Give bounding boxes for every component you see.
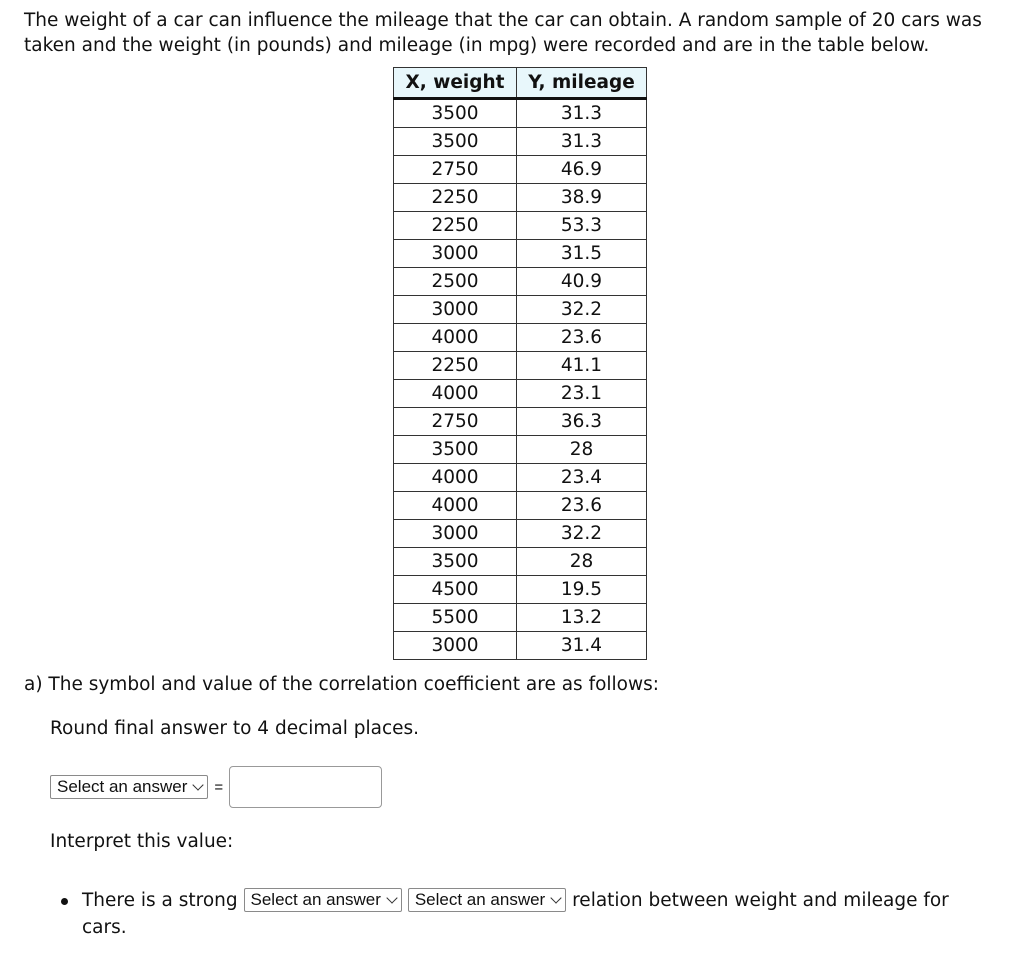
chevron-down-icon [193, 779, 204, 790]
table-row [394, 212, 647, 240]
correlation-symbol-select-label: Select an answer [57, 777, 188, 796]
weight-cell: 4000 [394, 324, 517, 352]
relation-type-select-label: Select an answer [414, 890, 546, 909]
table-row [394, 240, 647, 268]
data-table [393, 67, 647, 660]
correlation-value-input[interactable] [229, 766, 382, 808]
mileage-cell: 19.5 [517, 576, 647, 604]
weight-cell: 3500 [394, 99, 517, 128]
correlation-answer-row [50, 765, 382, 809]
mileage-cell: 40.9 [517, 268, 647, 296]
mileage-cell: 41.1 [517, 352, 647, 380]
weight-cell: 4000 [394, 464, 517, 492]
table-body [394, 99, 647, 660]
interpretation-bullet [82, 887, 982, 941]
table-row [394, 492, 647, 520]
mileage-cell: 13.2 [517, 604, 647, 632]
problem-statement: The weight of a car can influence the mileage that the car can obtain. A random sample of 20 cars was taken and the weight (in pounds) and mileage (in mpg) were recorded and are in the table below. [24, 10, 982, 56]
relation-type-select[interactable] [408, 888, 566, 912]
mileage-cell: 28 [517, 436, 647, 464]
mileage-cell: 31.3 [517, 99, 647, 128]
mileage-cell: 32.2 [517, 520, 647, 548]
equals-sign: = [214, 778, 224, 796]
mileage-cell: 46.9 [517, 156, 647, 184]
chevron-down-icon [386, 892, 397, 903]
table-row [394, 156, 647, 184]
table-row [394, 520, 647, 548]
bullet-text-start: There is a strong [82, 890, 238, 911]
mileage-cell: 23.4 [517, 464, 647, 492]
column-header-mileage: Y, mileage [517, 68, 647, 99]
mileage-cell: 23.1 [517, 380, 647, 408]
weight-cell: 2250 [394, 184, 517, 212]
bullet-text-end: relation between weight and mileage for cars. [82, 890, 949, 938]
table-row [394, 324, 647, 352]
weight-cell: 3500 [394, 548, 517, 576]
mileage-cell: 32.2 [517, 296, 647, 324]
mileage-cell: 36.3 [517, 408, 647, 436]
weight-cell: 4500 [394, 576, 517, 604]
weight-cell: 2750 [394, 408, 517, 436]
weight-cell: 3000 [394, 240, 517, 268]
table-header-row [394, 68, 647, 99]
weight-cell: 3500 [394, 128, 517, 156]
table-row [394, 268, 647, 296]
strength-direction-select[interactable] [244, 888, 402, 912]
weight-cell: 3000 [394, 632, 517, 660]
table-row [394, 436, 647, 464]
mileage-cell: 31.3 [517, 128, 647, 156]
table-row [394, 604, 647, 632]
weight-cell: 3500 [394, 436, 517, 464]
table-row [394, 548, 647, 576]
weight-cell: 4000 [394, 380, 517, 408]
correlation-symbol-select[interactable] [50, 775, 208, 799]
weight-cell: 2250 [394, 352, 517, 380]
mileage-cell: 38.9 [517, 184, 647, 212]
weight-cell: 3000 [394, 296, 517, 324]
weight-cell: 5500 [394, 604, 517, 632]
table-row [394, 352, 647, 380]
table-row [394, 408, 647, 436]
mileage-cell: 23.6 [517, 492, 647, 520]
table-row [394, 632, 647, 660]
mileage-cell: 53.3 [517, 212, 647, 240]
table-row [394, 184, 647, 212]
table-row [394, 128, 647, 156]
table-row [394, 576, 647, 604]
strength-direction-select-label: Select an answer [250, 890, 381, 909]
mileage-cell: 23.6 [517, 324, 647, 352]
mileage-cell: 31.5 [517, 240, 647, 268]
bullet-icon [61, 898, 68, 905]
weight-cell: 2250 [394, 212, 517, 240]
table-row [394, 296, 647, 324]
table-row [394, 99, 647, 128]
column-header-weight: X, weight [394, 68, 517, 99]
table-row [394, 464, 647, 492]
mileage-cell: 28 [517, 548, 647, 576]
chevron-down-icon [551, 892, 562, 903]
weight-cell: 2750 [394, 156, 517, 184]
mileage-cell: 31.4 [517, 632, 647, 660]
weight-cell: 3000 [394, 520, 517, 548]
weight-cell: 2500 [394, 268, 517, 296]
interpret-label: Interpret this value: [50, 831, 234, 852]
rounding-instruction: Round final answer to 4 decimal places. [50, 718, 420, 739]
table-row [394, 380, 647, 408]
question-a-prompt: a) The symbol and value of the correlation coefficient are as follows: [24, 674, 660, 695]
weight-cell: 4000 [394, 492, 517, 520]
